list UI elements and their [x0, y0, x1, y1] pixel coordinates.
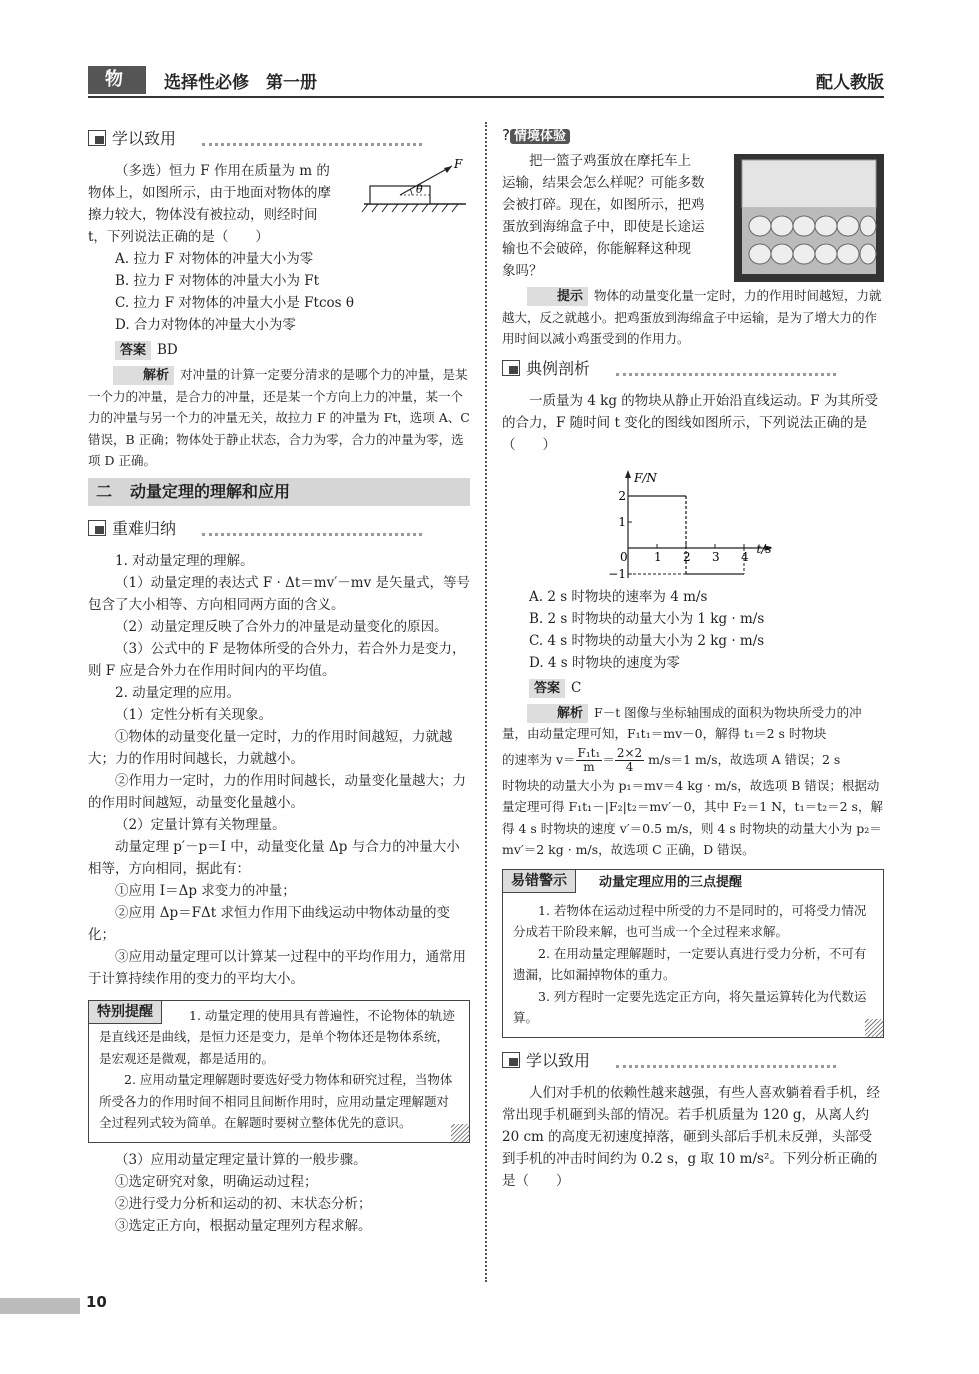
body-line: （2）定量计算有关物理量。 [115, 816, 286, 833]
page-number: 10 [86, 1293, 107, 1311]
incline-force-diagram [360, 158, 470, 218]
hint: 提示 物体的动量变化量一定时，力的作用时间越短，力就越大，反之就越小。把鸡蛋放到海绵盒子中运输，是为了增大力的作用时间以减小鸡蛋受到的作用力。 [502, 288, 882, 346]
section-square-icon [88, 130, 106, 146]
q1-option-b: B. 拉力 F 对物体的冲量大小为 Ft [115, 273, 320, 289]
y-tick-label: 1 [618, 514, 626, 529]
x-tick-label: 0 [620, 549, 628, 564]
body-line: 2. 动量定理的应用。 [115, 684, 241, 701]
body-line: ②应用 Δp＝FΔt 求恒力作用下曲线运动中物体动量的变化； [88, 904, 451, 943]
svg-text:F: F [454, 158, 463, 171]
x-tick-label: 3 [712, 549, 720, 564]
egg-carton-photo [734, 154, 884, 282]
left-column [88, 120, 470, 1237]
common-mistakes-tag: 易错警示 [502, 869, 576, 893]
q1-line: （多选）恒力 F 作用在质量为 m 的 [115, 163, 330, 179]
q1-option-a: A. 拉力 F 对物体的冲量大小为零 [115, 251, 314, 267]
q1-option-c: C. 拉力 F 对物体的冲量大小是 Ftcos θ [115, 295, 354, 311]
q1-line: t，下列说法正确的是（ ） [88, 229, 269, 245]
y-tick-label: −1 [608, 566, 626, 581]
body-line: ①物体的动量变化量一定时，力的作用时间越短，力就越大；力的作用时间越长，力就越小。 [88, 728, 453, 767]
section-head-xyzy: 学以致用 [88, 126, 470, 152]
edition-label: 配人教版 [816, 73, 884, 93]
body-line: （1）动量定理的表达式 F · Δt＝mv′－mv 是矢量式，等号包含了大小相等、方向相同两方面的含义。 [88, 574, 471, 613]
body-line: ①应用 I＝Δp 求变力的冲量； [115, 882, 296, 899]
f-t-chart [502, 456, 884, 586]
page-number-bar [0, 1298, 80, 1314]
q3-stem: 人们对手机的依赖性越来越强，有些人喜欢躺着看手机，经常出现手机砸到头部的情况。若手机质量为 120 g，从离人约 20 cm 的高度无初速度掉落，砸到头部后手机未反弹，头部受到手机的冲击时间约为 0.2 s，g 取 10 m/s²。下列分析正确的是（ ） [502, 1084, 880, 1189]
x-tick-label: 4 [741, 549, 749, 564]
theory-body [88, 550, 470, 990]
y-axis-arrow [625, 470, 631, 478]
q2-option-b: B. 2 s 时物块的动量大小为 1 kg · m/s [529, 610, 765, 627]
q1-line: 擦力较大，物体没有被拉动，则经时间 [88, 207, 318, 223]
common-mistakes-box: 易错警示 动量定理应用的三点提醒 1. 若物体在运动过程中所受的力不是同时的，可将受力情况分成若干阶段来解，也可当成一个全过程来求解。 2. 在用动量定理解题时，一定要认真进行受力分析，不可有遗漏，比如漏掉物体的重力。 3. 列方程时一定要先选定正方向，将矢量运算转化为代数运算。 [502, 869, 884, 1038]
q2-option-d: D. 4 s 时物块的速度为零 [529, 654, 681, 671]
q2-answer: 答案 C [502, 677, 884, 699]
section-square-icon [502, 360, 520, 376]
right-column [502, 120, 884, 1192]
question-1 [88, 160, 470, 472]
body-line: ②作用力一定时，力的作用时间越长，动量变化量越大；力的作用时间越短，动量变化量越小。 [88, 772, 466, 811]
section-head-znjn: 重难归纳 [88, 516, 470, 542]
body-line: 动量定理 p′－p＝I 中，动量变化量 Δp 与合力的冲量大小相等，方向相同，据此有： [88, 838, 460, 877]
column-divider [485, 122, 487, 1282]
y-axis-label: F/N [634, 470, 657, 485]
q1-option-d: D. 合力对物体的冲量大小为零 [115, 317, 296, 333]
section-square-icon [88, 520, 106, 536]
section-square-icon [502, 1052, 520, 1068]
q2-stem: 一质量为 4 kg 的物块从静止开始沿直线运动。F 为其所受的合力，F 随时间 t 变化的图线如图所示，下列说法正确的是（ ） [502, 392, 878, 453]
question-mark-icon: ? [502, 126, 510, 144]
body-line: ③应用动量定理可以计算某一过程中的平均作用力，通常用于计算持续作用的变力的平均大小。 [88, 948, 466, 987]
q1-analysis: 解析 对冲量的计算一定要分清求的是哪个力的冲量，是某一个力的冲量，是合力的冲量，还是某一个方向上力的冲量，某一个力的冲量与另一个力的冲量无关，故拉力 F 的冲量为 Ft，选项 A、C 错误，B 正确；物体处于静止状态，合力为零，合力的冲量为零，选项 D 正确。 [88, 367, 470, 468]
q2-analysis: 解析 F－t 图像与坐标轴围成的面积为物块所受力的冲量，由动量定理可知，F₁t₁＝mv－0，解得 t₁＝2 s 时物块 的速率为 v＝ $\frac{\text{F₁t₁}}{m}$ ＝ $\frac{2\times 2}{4}$ m/s＝1 m/s，故选项 A 错误；2 s 时物块的动量大小为 p₁＝mv＝4 kg · m/s，故选项 B 错误；根据动量定理可得 F₁t₁－|F₂|t₂＝mv′－0，其中 F₂＝1 N，t₁＝t₂＝2 s，解得 4 s 时物块的速度 v′＝0.5 m/s，则 4 s 时物块的动量大小为 p₂＝mv′＝2 kg · m/s，故选项 C 正确，D 错误。 [502, 704, 883, 857]
subject-badge: 物 理 [88, 66, 146, 94]
body-line: （1）定性分析有关现象。 [115, 706, 273, 723]
section-head-xyzy-2: 学以致用 [502, 1048, 884, 1074]
svg-text:θ: θ [416, 183, 423, 196]
x-tick-label: 2 [683, 549, 691, 564]
body-line: 1. 对动量定理的理解。 [115, 552, 254, 569]
steps: （3）应用动量定理定量计算的一般步骤。 ①选定研究对象，明确运动过程； ②进行受力分析和运动的初、末状态分析； ③选定正方向，根据动量定理列方程求解。 [115, 1151, 372, 1234]
book-title: 选择性必修 第一册 [164, 73, 317, 93]
section-head-dlpx: 典例剖析 [502, 356, 884, 382]
special-reminder-tag: 特别提醒 [88, 1000, 162, 1024]
q1-answer: 答案 BD [88, 339, 470, 361]
body-line: （2）动量定理反映了合外力的冲量是动量变化的原因。 [115, 618, 448, 635]
special-reminder-box: 特别提醒 1. 动量定理的使用具有普遍性，不论物体的轨迹是直线还是曲线，是恒力还是变力，是单个物体还是物体系统，是宏观还是微观，都是适用的。 2. 应用动量定理解题时要选好受力物体和研究过程，当物体所受各力的作用时间不相同且间断作用时，应用动量定理解题对全过程列式较为简单。在解题时要树立整体优先的意识。 [88, 1000, 470, 1143]
body-line: （3）公式中的 F 是物体所受的合外力，若合外力是变力，则 F 应是合外力在作用时间内的平均值。 [88, 640, 466, 679]
section-2-heading: 二 动量定理的理解和应用 [88, 478, 470, 506]
x-tick-label: 1 [654, 549, 662, 564]
scenario: ? 情境体验 把一篮子鸡蛋放在摩托车上 运输，结果会怎么样呢？可能多数 会被打碎。现在，如图所示，把鸡 蛋放到海绵盒子中，即使是长途运 输也不会破碎，你能解释这种现 象吗？ 提示 物体的动量变化量一定时，力的作用时间越短，力就越大，反之就越小。把鸡蛋放到海绵盒子中运输，是为了增大力的作用时间以减小鸡蛋受到的作用力。 [502, 124, 884, 350]
y-tick-label: 2 [618, 488, 626, 503]
q2-option-c: C. 4 s 时物块的动量大小为 2 kg · m/s [529, 632, 765, 649]
q1-line: 物体上，如图所示，由于地面对物体的摩 [88, 185, 331, 201]
page-header [88, 66, 884, 118]
q2-option-a: A. 2 s 时物块的速率为 4 m/s [529, 588, 708, 605]
x-axis-label: t/s [756, 541, 772, 556]
